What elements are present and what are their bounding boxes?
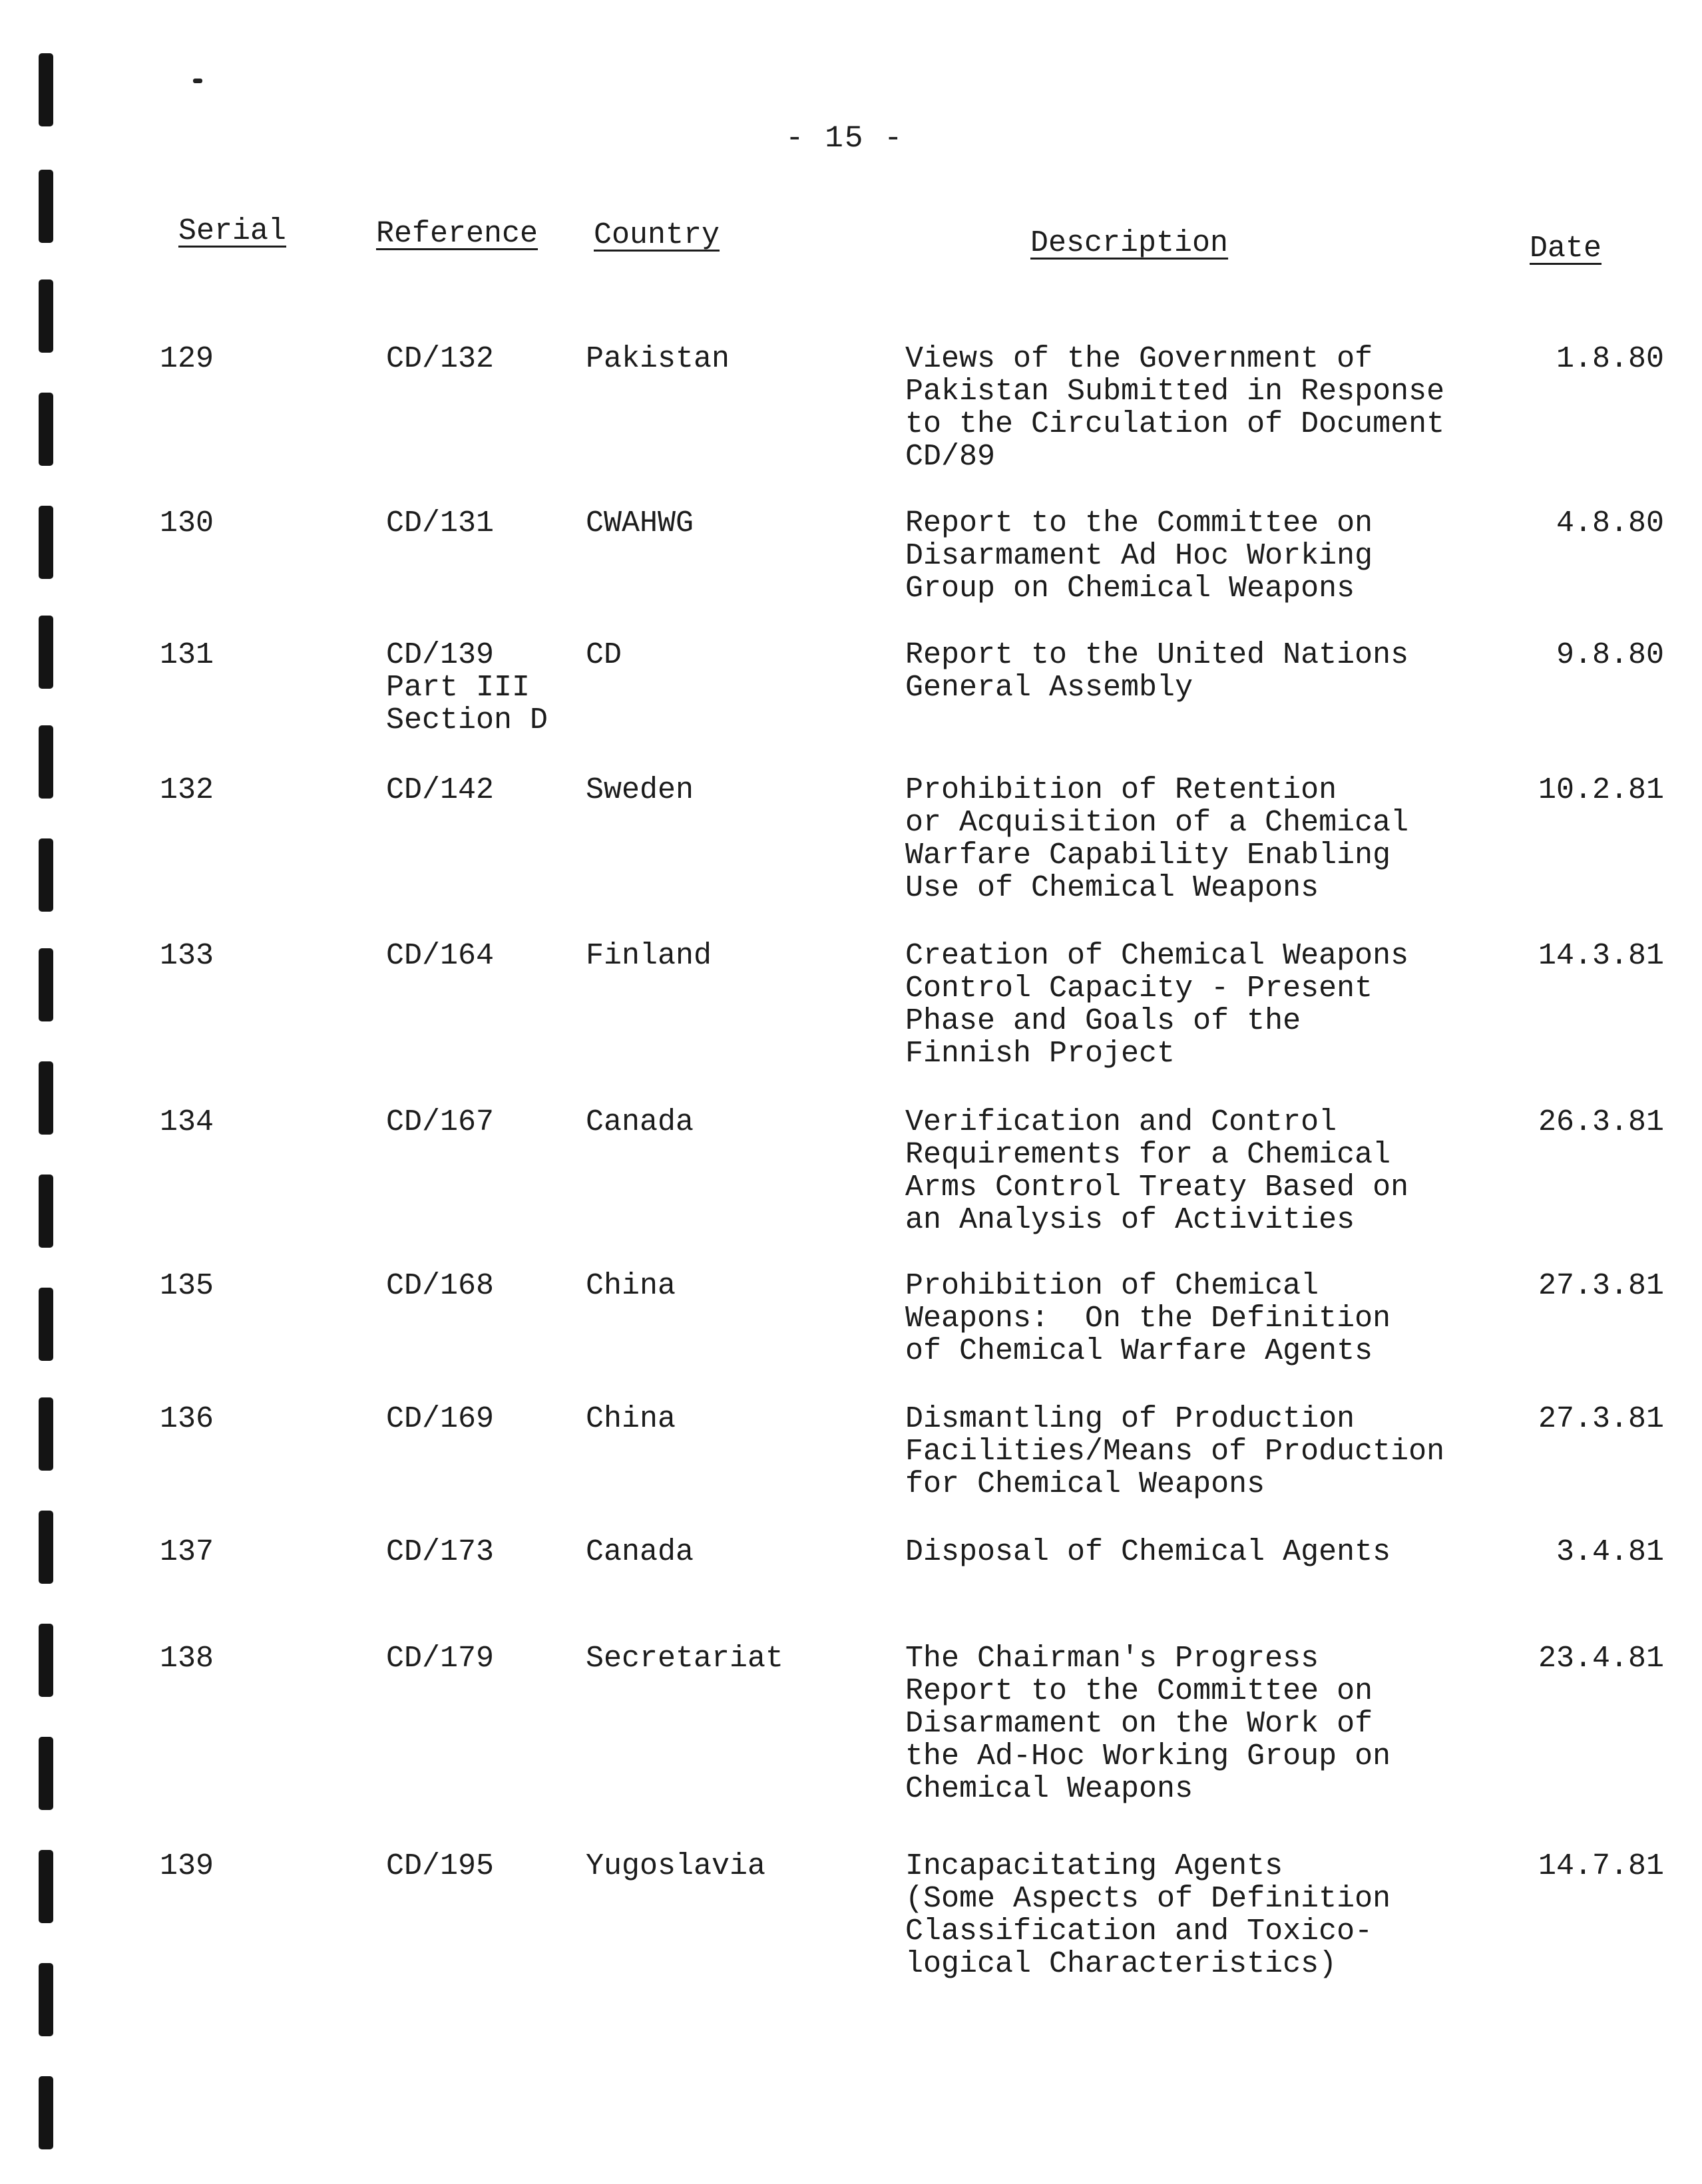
- page-number: - 15 -: [785, 121, 904, 156]
- date-cell: 1.8.80: [1556, 342, 1664, 376]
- binding-mark: [39, 2076, 53, 2149]
- description-cell: Prohibition of Retention or Acquisition of a Chemical Warfare Capability Enabling Use of Chemical Weapons: [905, 773, 1409, 905]
- country-cell: Finland: [586, 939, 712, 973]
- country-cell: CD: [586, 638, 622, 672]
- binding-mark: [39, 1963, 53, 2036]
- description-cell: Report to the Committee on Disarmament Ad Hoc Working Group on Chemical Weapons: [905, 506, 1373, 606]
- country-cell: Secretariat: [586, 1642, 784, 1676]
- serial-cell: 134: [160, 1105, 214, 1139]
- serial-cell: 129: [160, 342, 214, 376]
- description-cell: Dismantling of Production Facilities/Means of Production for Chemical Weapons: [905, 1402, 1445, 1501]
- date-cell: 23.4.81: [1538, 1642, 1664, 1676]
- serial-cell: 135: [160, 1269, 214, 1303]
- header-serial: Serial: [178, 214, 287, 248]
- serial-cell: 132: [160, 773, 214, 807]
- binding-mark: [39, 725, 53, 799]
- description-cell: Incapacitating Agents (Some Aspects of Definition Classification and Toxico- logical Characteristics): [905, 1849, 1391, 1981]
- binding-mark: [39, 1288, 53, 1361]
- date-cell: 14.7.81: [1538, 1849, 1664, 1883]
- serial-cell: 133: [160, 939, 214, 973]
- country-cell: Canada: [586, 1535, 694, 1569]
- serial-cell: 136: [160, 1402, 214, 1436]
- reference-cell: CD/131: [386, 506, 495, 540]
- header-date: Date: [1530, 232, 1602, 266]
- serial-cell: 138: [160, 1642, 214, 1676]
- date-cell: 3.4.81: [1556, 1535, 1664, 1569]
- description-cell: Creation of Chemical Weapons Control Capacity - Present Phase and Goals of the Finnish Project: [905, 939, 1409, 1071]
- header-reference: Reference: [376, 217, 538, 251]
- date-cell: 14.3.81: [1538, 939, 1664, 973]
- description-cell: Verification and Control Requirements for a Chemical Arms Control Treaty Based on an Analysis of Activities: [905, 1105, 1409, 1237]
- binding-mark: [39, 1850, 53, 1923]
- binding-mark: [39, 279, 53, 353]
- serial-cell: 131: [160, 638, 214, 672]
- description-cell: Report to the United Nations General Assembly: [905, 638, 1409, 705]
- country-cell: Pakistan: [586, 342, 730, 376]
- date-cell: 27.3.81: [1538, 1269, 1664, 1303]
- reference-cell: CD/167: [386, 1105, 495, 1139]
- country-cell: Sweden: [586, 773, 694, 807]
- binding-mark: [39, 1061, 53, 1135]
- date-cell: 9.8.80: [1556, 638, 1664, 672]
- binding-mark: [39, 170, 53, 243]
- header-description: Description: [1030, 226, 1229, 260]
- reference-cell: CD/132: [386, 342, 495, 376]
- serial-cell: 137: [160, 1535, 214, 1569]
- country-cell: Yugoslavia: [586, 1849, 766, 1883]
- binding-mark: [39, 1175, 53, 1248]
- date-cell: 27.3.81: [1538, 1402, 1664, 1436]
- reference-cell: CD/169: [386, 1402, 495, 1436]
- header-country: Country: [594, 218, 720, 252]
- scan-speck: [193, 79, 202, 83]
- country-cell: Canada: [586, 1105, 694, 1139]
- binding-mark: [39, 616, 53, 689]
- country-cell: China: [586, 1402, 676, 1436]
- serial-cell: 139: [160, 1849, 214, 1883]
- reference-cell: CD/168: [386, 1269, 495, 1303]
- binding-mark: [39, 506, 53, 579]
- reference-cell: CD/179: [386, 1642, 495, 1676]
- date-cell: 26.3.81: [1538, 1105, 1664, 1139]
- binding-mark: [39, 948, 53, 1021]
- date-cell: 10.2.81: [1538, 773, 1664, 807]
- country-cell: CWAHWG: [586, 506, 694, 540]
- country-cell: China: [586, 1269, 676, 1303]
- description-cell: Views of the Government of Pakistan Submitted in Response to the Circulation of Document CD/89: [905, 342, 1445, 474]
- binding-mark: [39, 1397, 53, 1471]
- serial-cell: 130: [160, 506, 214, 540]
- binding-mark: [39, 838, 53, 912]
- reference-cell: CD/173: [386, 1535, 495, 1569]
- binding-mark: [39, 1511, 53, 1584]
- reference-cell: CD/164: [386, 939, 495, 973]
- reference-cell: CD/139 Part III Section D: [386, 638, 548, 737]
- date-cell: 4.8.80: [1556, 506, 1664, 540]
- description-cell: Disposal of Chemical Agents: [905, 1535, 1391, 1569]
- binding-mark: [39, 53, 53, 126]
- binding-mark: [39, 393, 53, 466]
- binding-mark: [39, 1737, 53, 1810]
- reference-cell: CD/142: [386, 773, 495, 807]
- binding-mark: [39, 1624, 53, 1697]
- reference-cell: CD/195: [386, 1849, 495, 1883]
- description-cell: Prohibition of Chemical Weapons: On the Definition of Chemical Warfare Agents: [905, 1269, 1391, 1368]
- description-cell: The Chairman's Progress Report to the Committee on Disarmament on the Work of the Ad-Hoc Working Group on Chemical Weapons: [905, 1642, 1391, 1806]
